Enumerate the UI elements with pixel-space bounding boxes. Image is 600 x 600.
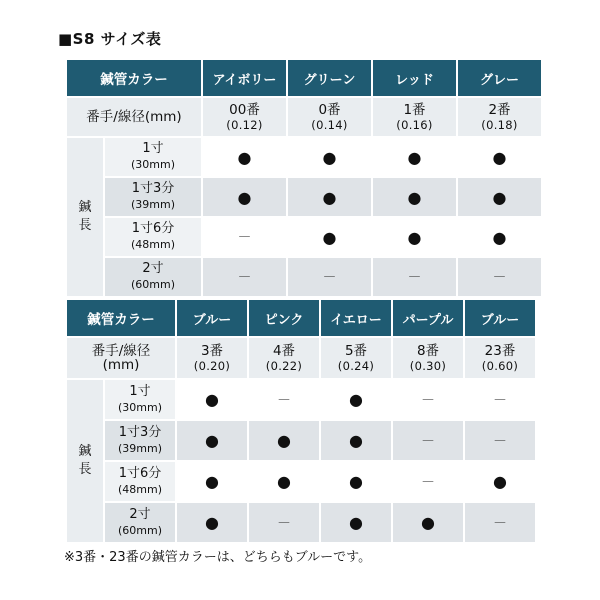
color-header-pink: ピンク (249, 300, 319, 336)
availability-cell: ● (177, 462, 247, 501)
color-header-green: グリーン (288, 60, 371, 96)
size-table-1 (65, 58, 543, 298)
availability-cell: ● (373, 218, 456, 256)
gauge-cell: 4番 (0.22) (249, 338, 319, 378)
availability-cell: － (249, 380, 319, 419)
color-header-blue: ブルー (177, 300, 247, 336)
availability-cell: ● (393, 503, 463, 542)
length-label: 1寸6分 (48mm) (105, 218, 201, 256)
length-label: 1寸 (30mm) (105, 138, 201, 176)
availability-cell: － (203, 258, 286, 296)
color-header-blue-2: ブルー (465, 300, 535, 336)
availability-cell: ● (177, 380, 247, 419)
gauge-cell: 3番 (0.20) (177, 338, 247, 378)
availability-cell: ● (249, 462, 319, 501)
availability-cell: ● (203, 138, 286, 176)
footnote: ※3番・23番の鍼管カラーは、どちらもブルーです。 (64, 550, 372, 565)
availability-cell: － (393, 462, 463, 501)
length-label: 1寸3分 (39mm) (105, 421, 175, 460)
availability-cell: ● (458, 178, 541, 216)
availability-cell: － (249, 503, 319, 542)
length-label: 2寸 (60mm) (105, 503, 175, 542)
availability-cell: ● (288, 178, 371, 216)
availability-cell: ● (465, 462, 535, 501)
availability-cell: ● (373, 178, 456, 216)
color-header-gray: グレー (458, 60, 541, 96)
availability-cell: ● (321, 380, 391, 419)
length-label: 1寸6分 (48mm) (105, 462, 175, 501)
color-header-yellow: イエロー (321, 300, 391, 336)
availability-cell: － (288, 258, 371, 296)
page-title: ■S8 サイズ表 (58, 30, 162, 48)
gauge-diameter-label: 番手/線径(mm) (67, 98, 201, 136)
gauge-cell: 5番 (0.24) (321, 338, 391, 378)
availability-cell: － (465, 421, 535, 460)
gauge-cell: 0番 (0.14) (288, 98, 371, 136)
availability-cell: ● (249, 421, 319, 460)
availability-cell: ● (177, 503, 247, 542)
availability-cell: － (393, 421, 463, 460)
needle-tube-color-header: 鍼管カラー (67, 300, 175, 336)
availability-cell: ● (288, 138, 371, 176)
length-label: 1寸 (30mm) (105, 380, 175, 419)
availability-cell: ● (321, 462, 391, 501)
needle-length-label: 鍼 長 (67, 138, 103, 296)
availability-cell: ● (321, 503, 391, 542)
color-header-purple: パープル (393, 300, 463, 336)
availability-cell: ● (458, 138, 541, 176)
length-label: 1寸3分 (39mm) (105, 178, 201, 216)
availability-cell: ● (321, 421, 391, 460)
availability-cell: － (203, 218, 286, 256)
availability-cell: ● (177, 421, 247, 460)
availability-cell: － (465, 503, 535, 542)
availability-cell: ● (458, 218, 541, 256)
availability-cell: ● (203, 178, 286, 216)
gauge-cell: 2番 (0.18) (458, 98, 541, 136)
color-header-red: レッド (373, 60, 456, 96)
gauge-cell: 23番 (0.60) (465, 338, 535, 378)
availability-cell: － (465, 380, 535, 419)
availability-cell: － (373, 258, 456, 296)
gauge-cell: 8番 (0.30) (393, 338, 463, 378)
availability-cell: － (458, 258, 541, 296)
gauge-diameter-label: 番手/線径 (mm) (67, 338, 175, 378)
availability-cell: ● (373, 138, 456, 176)
availability-cell: ● (288, 218, 371, 256)
length-label: 2寸 (60mm) (105, 258, 201, 296)
needle-tube-color-header: 鍼管カラー (67, 60, 201, 96)
gauge-cell: 00番 (0.12) (203, 98, 286, 136)
needle-length-label: 鍼 長 (67, 380, 103, 542)
size-table-2 (65, 298, 537, 544)
color-header-ivory: アイボリー (203, 60, 286, 96)
gauge-cell: 1番 (0.16) (373, 98, 456, 136)
availability-cell: － (393, 380, 463, 419)
